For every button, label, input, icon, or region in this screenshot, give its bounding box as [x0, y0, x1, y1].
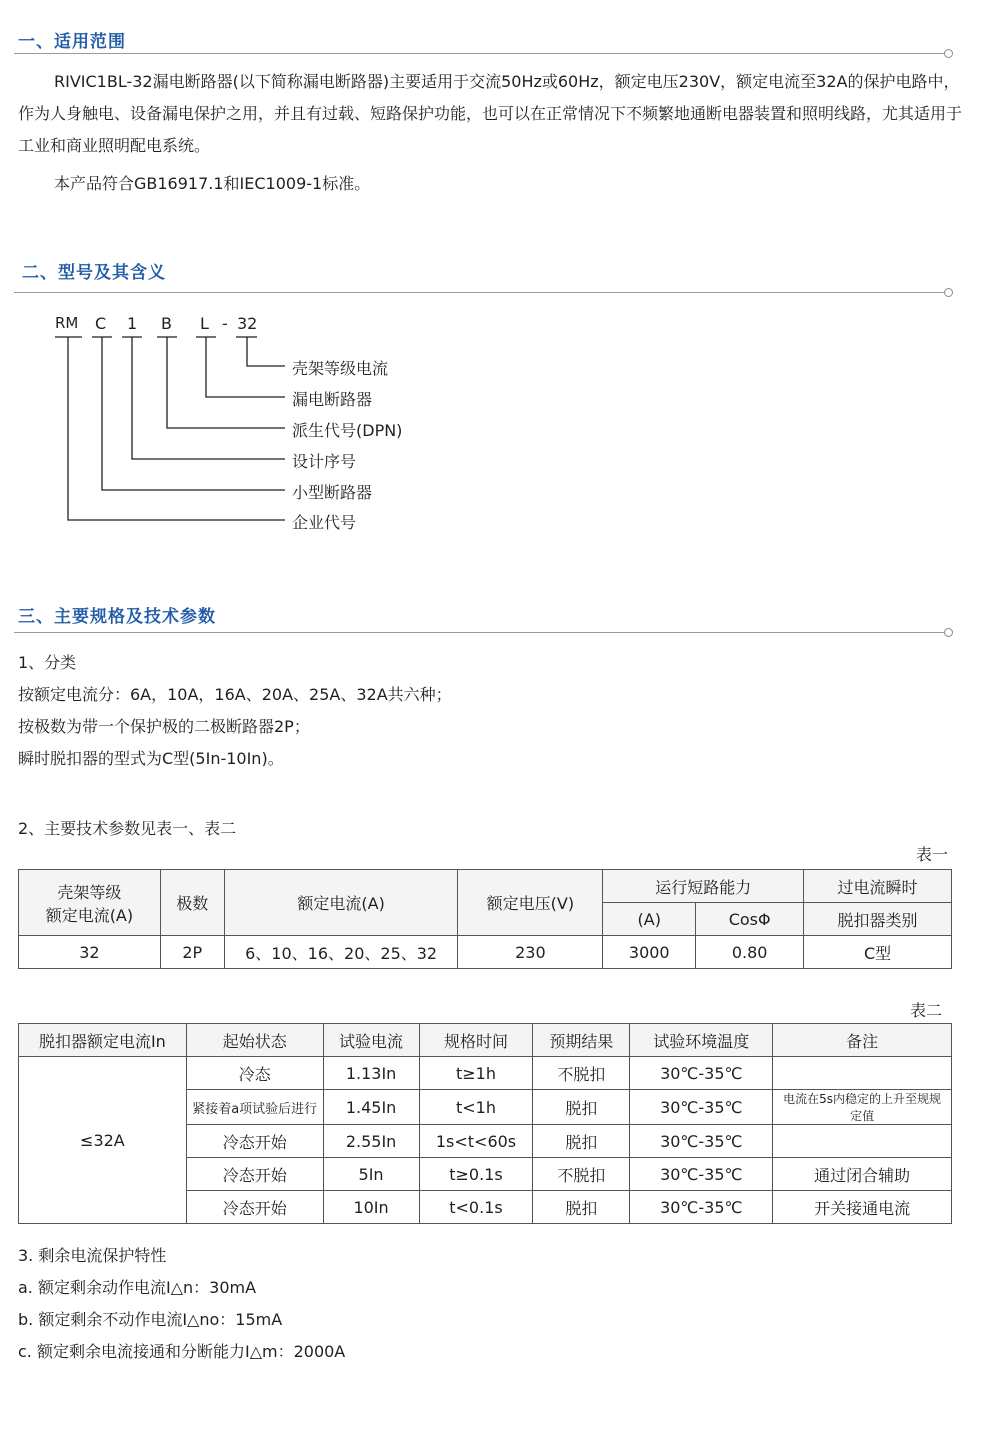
standard-paragraph: 本产品符合GB16917.1和IEC1009-1标准。 — [54, 174, 371, 193]
table2-cell-time: t<1h — [419, 1090, 533, 1125]
table2-header-result: 预期结果 — [533, 1024, 630, 1057]
table2-cell-state: 冷态开始 — [186, 1191, 323, 1224]
table2-cell-current: 5In — [323, 1158, 419, 1191]
table2 — [18, 1023, 952, 1224]
table2-cell-time: t≥0.1s — [419, 1158, 533, 1191]
meaning-small-breaker: 小型断路器 — [292, 483, 373, 502]
table2-cell-current: 1.13In — [323, 1057, 419, 1090]
table1-cell-current: 6、10、16、20、25、32 — [224, 936, 458, 969]
table1-header-voltage: 额定电压(V) — [458, 870, 603, 936]
residual-line: c. 额定剩余电流接通和分断能力I△m：2000A — [18, 1342, 346, 1361]
table2-header-temp: 试验环境温度 — [630, 1024, 773, 1057]
table1-header-frame — [19, 870, 161, 936]
table1-header-short-circuit: 运行短路能力 — [603, 870, 804, 903]
code-part-derived: B — [161, 314, 172, 333]
table2-cell-rated: ≤32A — [19, 1057, 187, 1224]
table1-header-poles: 极数 — [160, 870, 224, 936]
table2-cell-result: 脱扣 — [533, 1090, 630, 1125]
code-part-dash: - — [222, 314, 228, 333]
table1-cell-voltage: 230 — [458, 936, 603, 969]
table2-cell-note: 电流在5s内稳定的上升至规规定值 — [773, 1090, 952, 1125]
table2-header-note: 备注 — [773, 1024, 952, 1057]
section-title-specs: 三、主要规格及技术参数 — [18, 607, 216, 627]
meaning-design: 设计序号 — [292, 452, 357, 471]
table1-header-sc-amp: (A) — [603, 903, 696, 936]
table1-cell-poles: 2P — [160, 936, 224, 969]
table2-header-time: 规格时间 — [419, 1024, 533, 1057]
table1 — [18, 869, 952, 969]
table1-header-sc-cos: CosΦ — [696, 903, 804, 936]
table2-cell-time: t<0.1s — [419, 1191, 533, 1224]
table2-cell-note — [773, 1125, 952, 1158]
table1-header-frame-line1: 壳架等级 — [57, 882, 122, 902]
residual-line: b. 额定剩余不动作电流I△no：15mA — [18, 1310, 283, 1329]
scope-paragraph: RIVIC1BL-32漏电断路器(以下简称漏电断路器)主要适用于交流50Hz或60Hz，额定电压230V，额定电流至32A的保护电路中，作为人身触电、设备漏电保护之用，并且有过载、短路保护功能，也可以在正常情况下不频繁地通断电器装置和照明线路，尤其适用于工业和商业照明配电系统。 — [18, 72, 963, 155]
section-title-model: 二、型号及其含义 — [22, 263, 166, 283]
table-row — [19, 1057, 952, 1090]
table1-cell-trip: C型 — [804, 936, 952, 969]
section-divider — [14, 632, 944, 633]
table1-cell-cos: 0.80 — [696, 936, 804, 969]
table2-cell-time: 1s<t<60s — [419, 1125, 533, 1158]
classification-line: 按额定电流分：6A，10A，16A、20A、25A、32A共六种； — [18, 685, 452, 704]
table2-cell-state: 紧接着a项试验后进行 — [186, 1090, 323, 1125]
table2-cell-temp: 30℃-35℃ — [630, 1090, 773, 1125]
table2-cell-note: 开关接通电流 — [773, 1191, 952, 1224]
table2-cell-state: 冷态开始 — [186, 1125, 323, 1158]
table2-cell-result: 脱扣 — [533, 1125, 630, 1158]
parameters-title: 2、主要技术参数见表一、表二 — [18, 819, 237, 838]
meaning-frame-current: 壳架等级电流 — [292, 359, 389, 378]
table2-cell-state: 冷态 — [186, 1057, 323, 1090]
classification-line: 瞬时脱扣器的型式为C型(5In-10In)。 — [18, 749, 284, 768]
table2-cell-temp: 30℃-35℃ — [630, 1125, 773, 1158]
table2-header-rated: 脱扣器额定电流In — [19, 1024, 187, 1057]
table2-cell-result: 不脱扣 — [533, 1057, 630, 1090]
table2-cell-result: 不脱扣 — [533, 1158, 630, 1191]
divider-dot — [944, 628, 953, 637]
section-title-scope: 一、适用范围 — [18, 32, 126, 52]
table1-header-current: 额定电流(A) — [224, 870, 458, 936]
table2-cell-time: t≥1h — [419, 1057, 533, 1090]
table1-header-frame-line2: 额定电流(A) — [45, 905, 134, 925]
table2-header-state: 起始状态 — [186, 1024, 323, 1057]
table2-caption: 表二 — [910, 1001, 943, 1020]
table2-cell-temp: 30℃-35℃ — [630, 1158, 773, 1191]
code-part-frame: 32 — [237, 314, 258, 333]
table1-cell-frame: 32 — [19, 936, 161, 969]
classification-title: 1、分类 — [18, 653, 77, 672]
table2-cell-note: 通过闭合辅助 — [773, 1158, 952, 1191]
table1-caption: 表一 — [916, 845, 949, 864]
table2-cell-current: 10In — [323, 1191, 419, 1224]
table2-cell-note — [773, 1057, 952, 1090]
table2-cell-temp: 30℃-35℃ — [630, 1057, 773, 1090]
code-part-design: 1 — [127, 314, 138, 333]
table1-header-trip-line2: 脱扣器类别 — [804, 903, 952, 936]
code-part-small-breaker: C — [95, 314, 107, 333]
residual-title: 3. 剩余电流保护特性 — [18, 1246, 167, 1265]
table2-cell-temp: 30℃-35℃ — [630, 1191, 773, 1224]
code-part-company: RM — [55, 314, 79, 332]
table1-header-trip-line1: 过电流瞬时 — [804, 870, 952, 903]
meaning-derived: 派生代号(DPN) — [292, 421, 403, 440]
meaning-company: 企业代号 — [292, 513, 357, 532]
table2-cell-state: 冷态开始 — [186, 1158, 323, 1191]
table1-cell-sc-amp: 3000 — [603, 936, 696, 969]
classification-line: 按极数为带一个保护极的二极断路器2P； — [18, 717, 310, 736]
residual-line: a. 额定剩余动作电流I△n：30mA — [18, 1278, 257, 1297]
table2-header-test-current: 试验电流 — [323, 1024, 419, 1057]
meaning-rcd: 漏电断路器 — [292, 390, 373, 409]
table2-cell-result: 脱扣 — [533, 1191, 630, 1224]
table2-cell-current: 2.55In — [323, 1125, 419, 1158]
table2-cell-current: 1.45In — [323, 1090, 419, 1125]
code-part-rcd: L — [200, 314, 209, 333]
